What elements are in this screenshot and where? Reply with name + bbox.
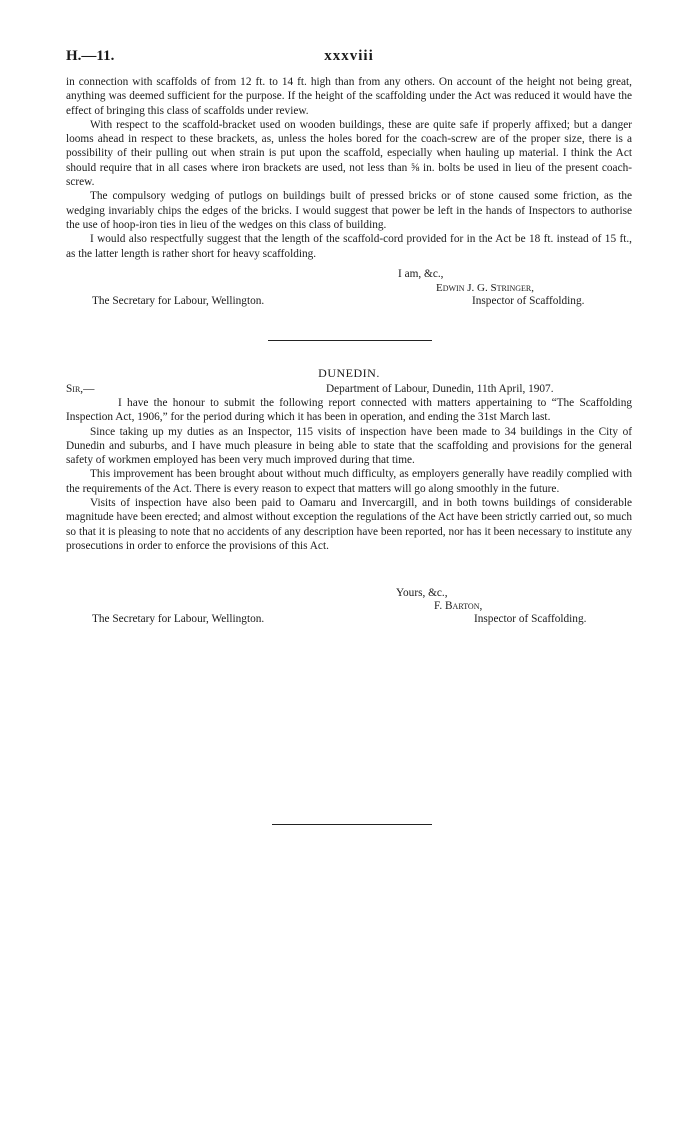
letter2-paragraph: This improvement has been brought about without much difficulty, as employers generally have readily complied with the requirements of the Act. There is every reason to expect that matters will go along smoothly in the future.: [66, 468, 632, 495]
letter2-addressee: The Secretary for Labour, Wellington.: [92, 613, 265, 625]
letter1-closing: I am, &c.,: [398, 268, 444, 280]
letter1-paragraph: With respect to the scaffold-bracket used on wooden buildings, these are quite safe if properly affixed; but a danger looms ahead in respect to these brackets, as, unless the holes bored for the coach-screw are of the proper size, there is a possibility of their pulling out when strain is put upon the scaffold, especially when hauling up material. I think the Act should require that in all cases where iron brackets are used, not less than ⅝ in. bolts be used in lieu of the present coach-screw.: [66, 118, 632, 189]
letter2-dateline: Department of Labour, Dunedin, 11th April, 1907.: [326, 383, 554, 395]
letter2-paragraph: Since taking up my duties as an Inspector, 115 visits of inspection have been made to 34 buildings in the City of Dunedin and suburbs, and I have much pleasure in being able to state that the scaffolding and provisions for the general safety of workmen employed has been very much improved during that time.: [66, 425, 632, 467]
letter1-signatory: Edwin J. G. Stringer,: [436, 282, 534, 294]
letter1-paragraph: The compulsory wedging of putlogs on buildings built of pressed bricks or of stone caused some friction, as the wedging invariably chips the edges of the bricks. I would suggest that power be left in the hands of Inspectors to authorise the use of hoop-iron ties in lieu of the wedges on this class of building.: [66, 190, 632, 231]
letter1-body: [66, 75, 632, 261]
letter2-closing: Yours, &c.,: [396, 587, 448, 599]
letter2-title: Inspector of Scaffolding.: [474, 613, 587, 625]
letter1-paragraph: I would also respectfully suggest that the length of the scaffold-cord provided for in the Act be 18 ft. instead of 15 ft., as the latter length is rather short for heavy scaffolding.: [66, 233, 632, 260]
page-number: xxxviii: [324, 48, 374, 64]
page-reference: H.—11.: [66, 48, 115, 64]
letter1-paragraph: in connection with scaffolds of from 12 ft. to 14 ft. high than from any others. On account of the height not being great, anything was deemed sufficient for the purpose. If the height of the scaffolding under the Act was reduced it would have the effect of bringing this class of scaffolds under review.: [66, 76, 632, 117]
letter2-paragraph: Visits of inspection have also been paid to Oamaru and Invercargill, and in both towns buildings of considerable magnitude have been erected; and almost without exception the regulations of the Act have been strictly carried out, so much so that it is pleasing to note that no accidents of any description have been reported, nor has it been necessary to institute any prosecutions in order to enforce the provisions of this Act.: [66, 497, 632, 552]
letter1-addressee: The Secretary for Labour, Wellington.: [92, 295, 265, 307]
letter2-salutation: Sir,—: [66, 383, 95, 395]
end-divider: [272, 824, 432, 825]
section-divider: [268, 340, 432, 341]
letter2-paragraph: I have the honour to submit the following report connected with matters appertaining to “The Scaffolding Inspection Act, 1906,” for the period during which it has been in operation, and ending the 31st March last.: [66, 397, 632, 424]
letter2-body: [66, 396, 632, 553]
page-header: [66, 48, 632, 68]
letter2-signatory: F. Barton,: [434, 600, 483, 612]
letter1-title: Inspector of Scaffolding.: [472, 295, 585, 307]
section-heading: DUNEDIN.: [318, 366, 380, 380]
